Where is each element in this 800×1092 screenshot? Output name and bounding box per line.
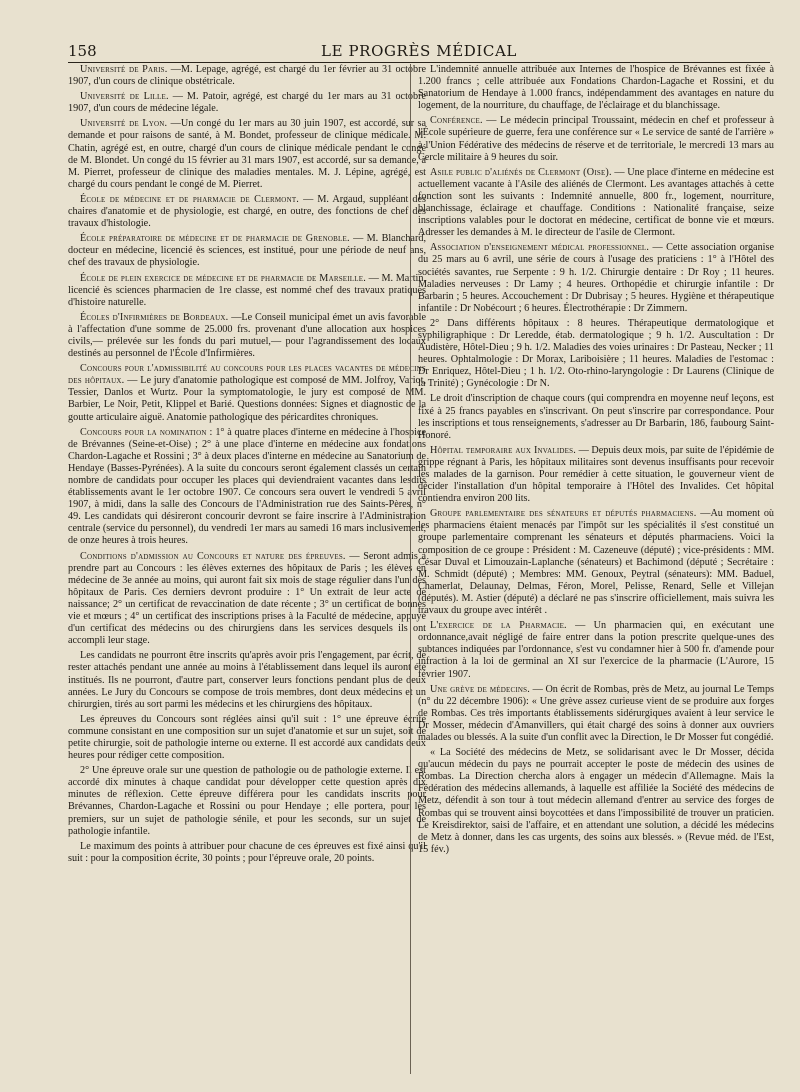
article-heading: Groupe parlementaire des sénateurs et députés pharmaciens. xyxy=(430,508,697,520)
article-paragraph xyxy=(418,508,774,617)
article-body: Le droit d'inscription de chaque cours (qui comprendra en moyenne neuf leçons, est fixé à 25 francs payables en s'inscrivant. On peut s'inscrire par correspondance. Pour les inscriptions et tous renseignements, s'adresser au Dr Barbarin, 186, faubourg Saint-Honoré. xyxy=(418,393,774,441)
article-paragraph xyxy=(68,714,426,762)
journal-title: LE PROGRÈS MÉDICAL xyxy=(321,42,517,60)
article-paragraph xyxy=(68,363,426,423)
article-heading: Hôpital temporaire aux Invalides. xyxy=(430,444,576,456)
article-paragraph xyxy=(68,233,426,269)
article-paragraph xyxy=(418,242,774,315)
article-paragraph xyxy=(418,620,774,680)
article-heading: Conférence. xyxy=(430,115,483,127)
article-body: — Une place d'interne en médecine est actuellement vacante à l'Asile des aliénés de Clermont. Les avantages attachés à cette fonction sont les suivants : Indemnité annuelle, 800 fr., logement, nourriture, blanchissage, éclairage et chauffage. Conditions : Nationalité française, seize inscriptions valables pour le doctorat en médecine, certificat de bonne vie et mœurs. Adresser les demandes à M. le directeur de l'asile de Clermont. xyxy=(418,166,774,239)
article-heading: École de médecine et de pharmacie de Clermont. xyxy=(80,193,300,205)
article-heading: Conditions d'admission au Concours et nature des épreuves. xyxy=(80,550,346,562)
article-body: — Cette association organise du 25 mars au 6 avril, une série de cours à l'usage des praticiens : 1° à l'Hôtel des sociétés savantes, rue Serpente : 9 h. 1/2. Chirurgie dentaire : Dr Roy ; 11 heures. Maladies nerveuses : Dr Lamy ; 4 heures. Orthopédie et chirurgie infantile : Dr Barbarin ; 5 heures. Accouchement : Dr Dubrisay ; 5 heures. Hygiène et thérapeutique infantile : Dr Nobécourt ; 6 heures. Électrothérapie : Dr Zimmern. xyxy=(418,242,774,314)
article-heading: Écoles d'Infirmières de Bordeaux. xyxy=(80,311,229,323)
article-paragraph xyxy=(418,115,774,163)
article-body: — Depuis deux mois, par suite de l'épidémie de grippe régnant à Paris, les hôpitaux militaires sont devenus insuffisants pour recevoir les malades de la garnison. Pour remédier à cette situation, le gouverneur vient de décider l'installation d'un hôpital temporaire à l'Hôtel des Invalides. Cet hôpital contiendra environ 200 lits. xyxy=(418,444,774,505)
article-heading: Asile public d'aliénés de Clermont (Oise). xyxy=(430,166,612,178)
article-body: —Au moment où les pharmaciens étaient menacés par l'impôt sur les spécialités il s'est constitué un groupe parlementaire comprenant les sénateurs et députés pharmaciens. Voici la composition de ce groupe : Président : M. Cazeneuve (député) ; vice-présidents : MM. César Duval et Limouzain-Laplanche (sénateurs) et Bachimond (député ; Secrétaire : M. Schmidt (député) ; Membres: MM. Genoux, Peytral (sénateurs): MM. Baduel, Chamerlat, Delaunay, Delmas, Féron, Morel, Pelisse, Renard, Selle et Villejan (députés). M. Astier (député) a déclaré ne pas s'inscrire officiellement, mais suivra les travaux du groupe avec intérêt . xyxy=(418,508,774,617)
article-paragraph xyxy=(418,393,774,441)
article-body: — Un pharmacien qui, en exécutant une ordonnance,avait négligé de faire entrer dans la potion prescrite quelque-unes des subtances indiquées par l'ordonnance, s'est vu condamner hier à 500 fr. d'amende pour infraction à la loi de germinal an XI sur l'exercice de la pharmacie (L'Aurore, 15 février 1907. xyxy=(418,620,774,680)
article-body: — Seront admis à prendre part au Concours : les élèves externes des hôpitaux de Paris ; les élèves en médecine de 3e année au moins, qui auront fait six mois de stage régulier dans l'un des hôpitaux de Paris. Ces derniers devront produire : 1° Un extrait de leur acte de naissance; 2° un certificat de revaccination de date récente ; 3° un certificat de bonnes vie et mœurs ; 4° un certificat des inscriptions prises à la Faculté de médecine, appuyé d'un certificat des médecins ou des chirurgiens dans les services desquels ils ont accompli leur stage. xyxy=(68,550,426,647)
article-body: L'indemnité annuelle attribuée aux Internes de l'hospice de Brévannes est fixée à 1.200 francs ; celle attribuée aux Fondations Chardon-Lagache et Rossini, et du Sanatorium de Hendaye à 1.000 francs, indépendamment des avantages en nature du logement, de la nourriture, du chauffage, de l'éclairage et du blanchissage. xyxy=(418,64,774,112)
article-heading: L'exercice de la Pharmacie. xyxy=(430,620,567,632)
article-paragraph xyxy=(68,91,426,115)
article-paragraph xyxy=(418,318,774,391)
article-body: 1° à quatre places d'interne en médecine à l'hospice de Brévannes (Seine-et-Oise) ; 2° à une place d'interne en médecine aux fondations Chardon-Lagache et Rossini ; 3° à deux places d'interne en médecine au Sanatorium de Hendaye (Basses-Pyrénées). A la suite du concours seront également classés un certain nombre de candidats pour occuper les places qui deviendraient vacantes dans lesdits établissements avant le 1er octobre 1907. Ce concours sera ouvert le vendredi 5 avril 1907, à midi, dans la salle des Concours de l'Administration rue des Saints-Pères, n° 49. Les candidats qui désireront concourir devront se faire inscrire à l'Administration centrale (service du personnel), du vendredi 1er mars au samedi 16 mars inclusivement, de onze heures à trois heures. xyxy=(68,426,426,547)
article-paragraph xyxy=(68,427,426,548)
page-header xyxy=(68,40,770,63)
article-heading: Université de Paris. xyxy=(80,64,168,75)
article-paragraph xyxy=(418,445,774,505)
right-column xyxy=(418,64,774,1084)
article-body: —M. Lepage, agrégé, est chargé du 1er février au 31 octobre 1907, d'un cours de clinique obstétricale. xyxy=(68,64,426,88)
article-body: — Le médecin principal Troussaint, médecin en chef et professeur à l'École supérieure de guerre, fera une conférence sur « Le service de santé de l'arrière » à l'Union Fédérative des médecins de réserve et de territoriale, le mercredi 13 mars au Cercle militaire à 9 heures du soir. xyxy=(418,115,774,163)
article-body: 2° Une épreuve orale sur une question de pathologie ou de pathologie externe. Il est accordé dix minutes à chaque candidat pour développer cette question après dix minutes de réflexion. Cette épreuve différera pour les candidats inscrits pour Brévannes, Chardon-Lagache et Rossini ou pour Hendaye ; elle portera, pour les premiers, sur un sujet de pathologie sénile, et pour les seconds, sur un sujet de pathologie infantile. xyxy=(68,765,426,837)
article-body: Les candidats ne pourront être inscrits qu'après avoir pris l'engagement, par écrit, de rester attachés pendant une année au moins à l'établissement dans lequel ils auront été institués. Ils ne pourront, d'autre part, conserver leurs fonctions pendant plus de deux années. Le Jury du Concours se compose de trois membres, dont deux médecins et un chirurgien, tirés au sort parmi les médecins et les chirurgiens des hôpitaux. xyxy=(68,650,426,710)
article-paragraph xyxy=(68,64,426,88)
article-body: — M. Patoir, agrégé, est chargé du 1er mars au 31 octobre 1907, d'un cours de médecine légale. xyxy=(68,91,426,115)
article-heading: Concours pour la nomination : xyxy=(80,426,213,438)
article-paragraph xyxy=(68,551,426,648)
article-paragraph xyxy=(68,650,426,710)
article-body: — M. Martin, licencié ès sciences pharmacien de 1re classe, est nommé chef des travaux pratiques d'histoire naturelle. xyxy=(68,272,426,308)
article-body: — M. Blanchard, docteur en médecine, licencié ès sciences, est institué, pour une période de neuf ans, chef des travaux de physiologie. xyxy=(68,233,426,269)
article-paragraph xyxy=(68,118,426,191)
article-paragraph xyxy=(68,765,426,838)
article-body: — On écrit de Rombas, près de Metz, au journal Le Temps (n° du 22 décembre 1906): « Une grève assez curieuse vient de se produire aux forges de Rombas. Ces très importants établissements sidérurgiques avaient à leur service le Dr Mosser, médecin d'Amanvillers, qui était chargé des soins à donner aux ouvriers malades ou blessés. A la suite d'un conflit avec la Direction, le Dr Mosser fut congédié. xyxy=(418,683,774,743)
article-paragraph xyxy=(418,64,774,112)
article-body: — Le jury d'anatomie pathologique est composé de MM. Jolfroy, Variot, Tessier, Danlos et Wurtz. Pour la symptomatologie, le jury est composé de MM. Barbier, Le Noir, Petit, Klippel et Barié. Questions données: Signes et diagnostic de la goutte articulaire aiguë. Anatomie pathologique des péricardites chroniques. xyxy=(68,375,426,423)
column-divider xyxy=(410,64,411,1074)
article-heading: Association d'enseignement médical professionnel. xyxy=(430,242,650,254)
article-body: Les épreuves du Concours sont réglées ainsi qu'il suit : 1° une épreuve écrite commune consistant en une composition sur un sujet d'anatomie et sur un sujet, soit de petite chirurgie, soit de pathologie interne ou externe. Il est accordé aux candidats deux heures pour rédiger cette composition. xyxy=(68,713,426,762)
article-heading: Université de Lyon. xyxy=(80,118,168,130)
article-paragraph xyxy=(68,273,426,309)
left-column xyxy=(68,64,426,1084)
article-body: — M. Argaud, suppléant des chaires d'anatomie et de physiologie, est chargé, en outre, des fonctions de chef des travaux d'histologie. xyxy=(68,193,426,230)
article-heading: Université de Lille. xyxy=(80,91,169,103)
article-heading: École de plein exercice de médecine et de pharmacie de Marseille. xyxy=(80,272,366,284)
article-body: 2° Dans différents hôpitaux : 8 heures. Thérapeutique dermatologique et syphiligraphique : Dr Leredde, étab. dermatologique ; 9 h. 1/2. Auscultation : Dr Audistère, Hôtel-Dieu ; 9 h. 1/2. Maladies des voies urinaires : Dr Pasteau, Necker ; 11 heures. Ophtalmologie : Dr Morax, Lariboisière ; 11 heures. Maladies de l'estomac : Dr Enriquez, Hôtel-Dieu ; 1 h. 1/2. Oto-rhino-laryngologie : Dr Laurens (Clinique de la Trinité) ; Gynécologie : Dr N. xyxy=(418,317,774,390)
article-paragraph xyxy=(68,841,426,865)
article-paragraph xyxy=(418,684,774,744)
page-number: 158 xyxy=(68,42,97,60)
article-body: —Le Conseil municipal émet un avis favorable à l'affectation d'une somme de 25.000 frs. provenant d'une allocation aux hospices civils,— prélevée sur les fonds du pari mutuel,— pour l'agrandissement des locaux destinés au personnel de l'École d'Infirmières. xyxy=(68,311,426,360)
article-body: « La Société des médecins de Metz, se solidarisant avec le Dr Mosser, décida qu'aucun médecin du pays ne pourrait accepter le poste de médecin des usines de Rombas. La Direction chercha alors à engager un médecin d'Allemagne. Mais la Fédération des médecins allemands, à laquelle est affiliée la Société des médecins de Metz, défendit à son tour à tout médecin allemand d'entrer au service des forges de Rombas qui se trouvent ainsi boycottées et dans l'impossibilité de trouver un praticien. Le Kreisdirektor, saisi de l'affaire, et en attendant une solution, a décidé les médecins de Metz à donner, dans les cas urgents, des soins aux blessés. » (Revue méd. de l'Est, 15 fév.) xyxy=(418,747,774,855)
article-heading: Une grève de médecins. xyxy=(430,683,530,695)
article-paragraph xyxy=(68,194,426,230)
article-heading: Concours pour l'admissibilité au concours pour les places vacantes de médecins des hôpitaux. xyxy=(68,363,426,387)
article-paragraph xyxy=(418,747,774,856)
article-paragraph xyxy=(418,167,774,240)
article-paragraph xyxy=(68,312,426,360)
article-body: Le maximum des points à attribuer pour chacune de ces épreuves est fixé ainsi qu'il suit : pour la composition écrite, 30 points ; pour l'épreuve orale, 20 points. xyxy=(68,840,426,864)
article-heading: École préparatoire de médecine et de pharmacie de Grenoble. xyxy=(80,233,350,245)
article-body: —Un congé du 1er mars au 30 juin 1907, est accordé, sur sa demande et pour raisons de santé, à M. Bondet, professeur de clinique médicale. M. Chatin, agrégé est, en outre, chargé d'un cours de clinique médicale pendant le congé de M. Blondet. Un congé du 15 février au 31 mars 1907, est accordé, sur sa demande, à M. Pierret, professeur de clinique des maladies mentales. M. J. Lépine, agrégé, est chargé du cours pendant le congé de M. Pierret. xyxy=(68,118,426,190)
